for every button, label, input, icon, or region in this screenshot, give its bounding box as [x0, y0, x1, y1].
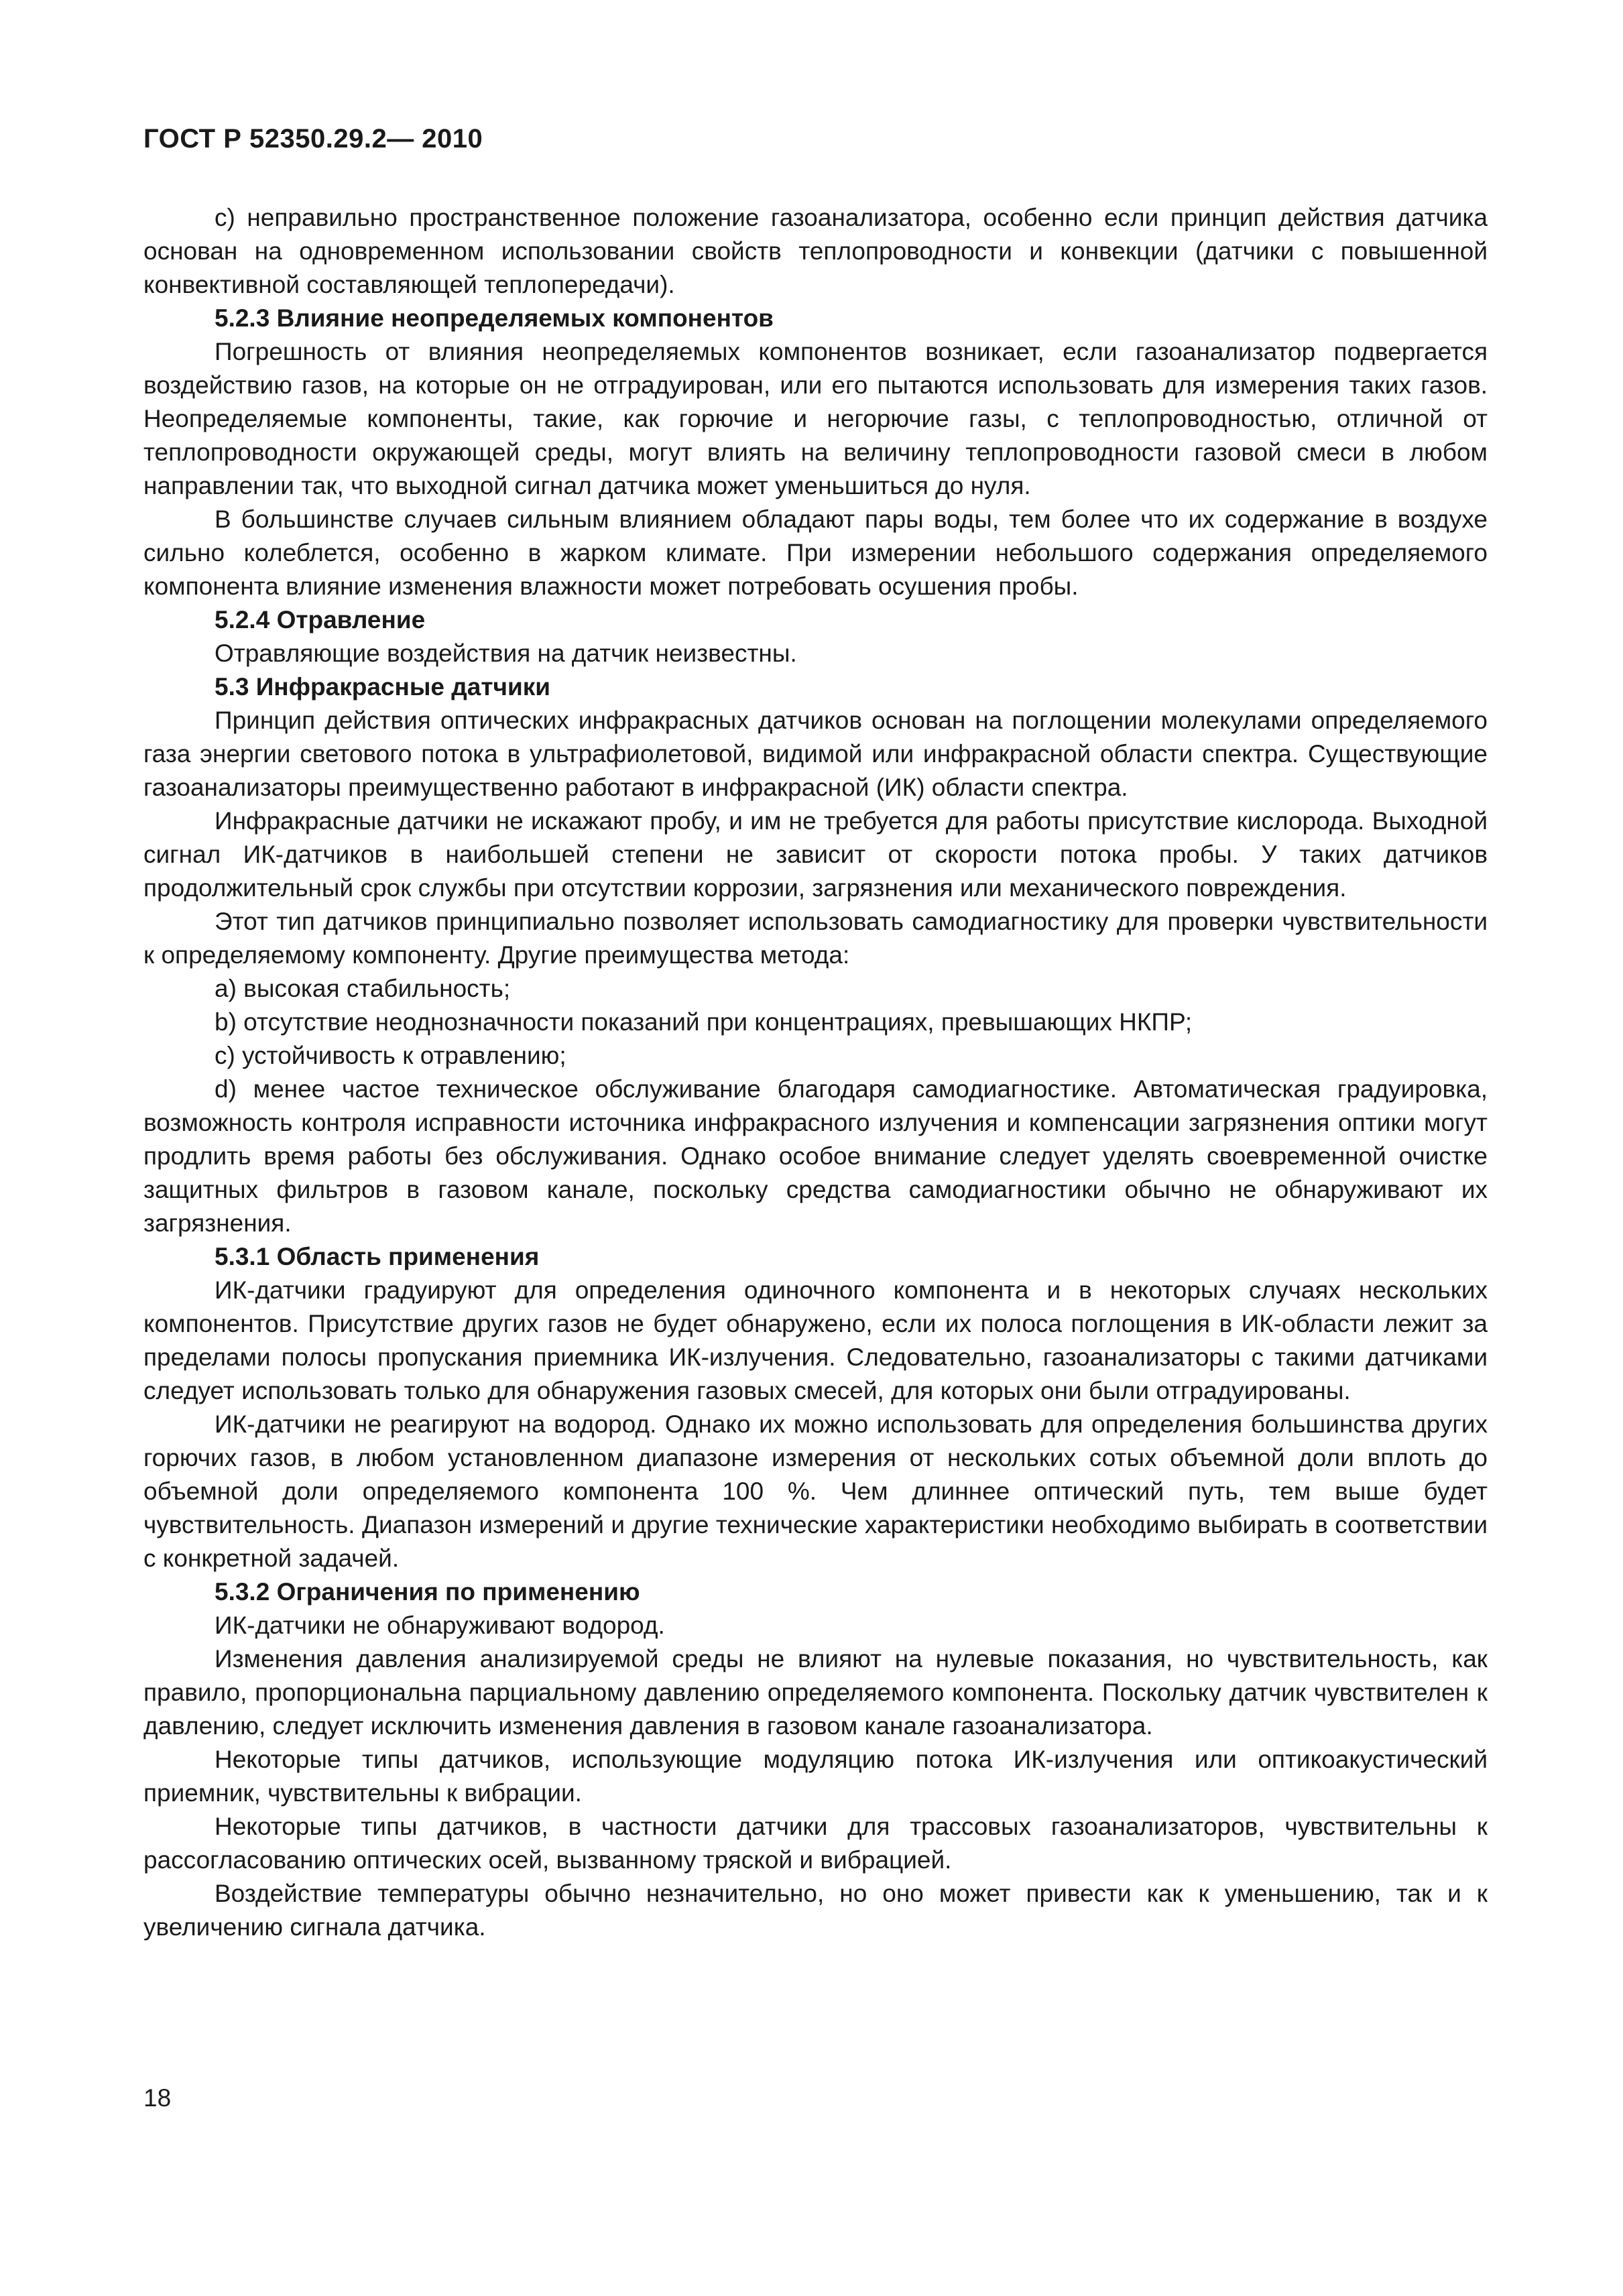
paragraph: Инфракрасные датчики не искажают пробу, и им не требуется для работы присутствие кислорода. Выходной сигнал ИК-датчиков в наибольшей степени не зависит от скорости потока пробы. У таких датчиков продолжительный срок службы при отсутствии коррозии, загрязнения или механического повреждения. — [143, 807, 1488, 902]
paragraph: c) неправильно пространственное положение газоанализатора, особенно если принцип действия датчика основан на одновременном использовании свойств теплопроводности и конвекции (датчики с повышенной конвективной составляющей теплопередачи). — [143, 204, 1488, 298]
paragraph: Некоторые типы датчиков, в частности датчики для трассовых газоанализаторов, чувствительны к рассогласованию оптических осей, вызванному тряской и вибрацией. — [143, 1813, 1488, 1874]
paragraph: Принцип действия оптических инфракрасных датчиков основан на поглощении молекулами определяемого газа энергии светового потока в ультрафиолетовой, видимой или инфракрасной области спектра. Существующие газоанализаторы преимущественно работают в инфракрасной (ИК) области спектра. — [143, 707, 1488, 801]
paragraph: ИК-датчики не реагируют на водород. Однако их можно использовать для определения большинства других горючих газов, в любом установленном диапазоне измерения от нескольких сотых объемной доли вплоть до объемной доли определяемого компонента 100 %. Чем длиннее оптический путь, тем выше будет чувствительность. Диапазон измерений и другие технические характеристики необходимо выбирать в соответствии с конкретной задачей. — [143, 1410, 1488, 1572]
list-item: d) менее частое техническое обслуживание благодаря самодиагностике. Автоматическая градуировка, возможность контроля исправности источника инфракрасного излучения и компенсации загрязнения оптики могут продлить время работы без обслуживания. Однако особое внимание следует уделять своевременной очистке защитных фильтров в газовом канале, поскольку средства самодиагностики обычно не обнаруживают их загрязнения. — [143, 1075, 1488, 1237]
paragraph: Изменения давления анализируемой среды не влияют на нулевые показания, но чувствительность, как правило, пропорциональна парциальному давлению определяемого компонента. Поскольку датчик чувствителен к давлению, следует исключить изменения давления в газовом канале газоанализатора. — [143, 1645, 1488, 1740]
list-item: a) высокая стабильность; — [215, 975, 511, 1002]
section-heading: 5.2.3 Влияние неопределяемых компонентов — [215, 304, 774, 332]
paragraph: Погрешность от влияния неопределяемых компонентов возникает, если газоанализатор подвергается воздействию газов, на которые он не отградуирован, или его пытаются использовать для измерения таких газов. Неопределяемые компоненты, такие, как горючие и негорючие газы, с теплопроводностью, отличной от теплопроводности окружающей среды, могут влиять на величину теплопроводности газовой смеси в любом направлении так, что выходной сигнал датчика может уменьшиться до нуля. — [143, 338, 1488, 499]
paragraph: Воздействие температуры обычно незначительно, но оно может привести как к уменьшению, так и к увеличению сигнала датчика. — [143, 1880, 1488, 1941]
list-item: c) устойчивость к отравлению; — [215, 1042, 566, 1069]
section-heading: 5.3.1 Область применения — [215, 1243, 540, 1270]
paragraph: Некоторые типы датчиков, использующие модуляцию потока ИК-излучения или оптикоакустический приемник, чувствительны к вибрации. — [143, 1746, 1488, 1807]
document-body — [143, 201, 1488, 1944]
page-number: 18 — [143, 2084, 172, 2112]
section-heading: 5.3 Инфракрасные датчики — [215, 673, 550, 701]
list-item: b) отсутствие неоднозначности показаний при концентрациях, превышающих НКПР; — [215, 1008, 1193, 1036]
section-heading: 5.2.4 Отравление — [215, 606, 426, 633]
paragraph: Отравляющие воздействия на датчик неизвестны. — [215, 640, 797, 667]
paragraph: Этот тип датчиков принципиально позволяет использовать самодиагностику для проверки чувствительности к определяемому компоненту. Другие преимущества метода: — [143, 908, 1488, 969]
document-header: ГОСТ Р 52350.29.2— 2010 — [143, 124, 483, 154]
paragraph: ИК-датчики не обнаруживают водород. — [215, 1612, 665, 1639]
section-heading: 5.3.2 Ограничения по применению — [215, 1578, 640, 1606]
paragraph: В большинстве случаев сильным влиянием обладают пары воды, тем более что их содержание в воздухе сильно колеблется, особенно в жарком климате. При измерении небольшого содержания определяемого компонента влияние изменения влажности может потребовать осушения пробы. — [143, 505, 1488, 600]
paragraph: ИК-датчики градуируют для определения одиночного компонента и в некоторых случаях нескольких компонентов. Присутствие других газов не будет обнаружено, если их полоса поглощения в ИК-области лежит за пределами полосы пропускания приемника ИК-излучения. Следовательно, газоанализаторы с такими датчиками следует использовать только для обнаружения газовых смесей, для которых они были отградуированы. — [143, 1276, 1488, 1404]
